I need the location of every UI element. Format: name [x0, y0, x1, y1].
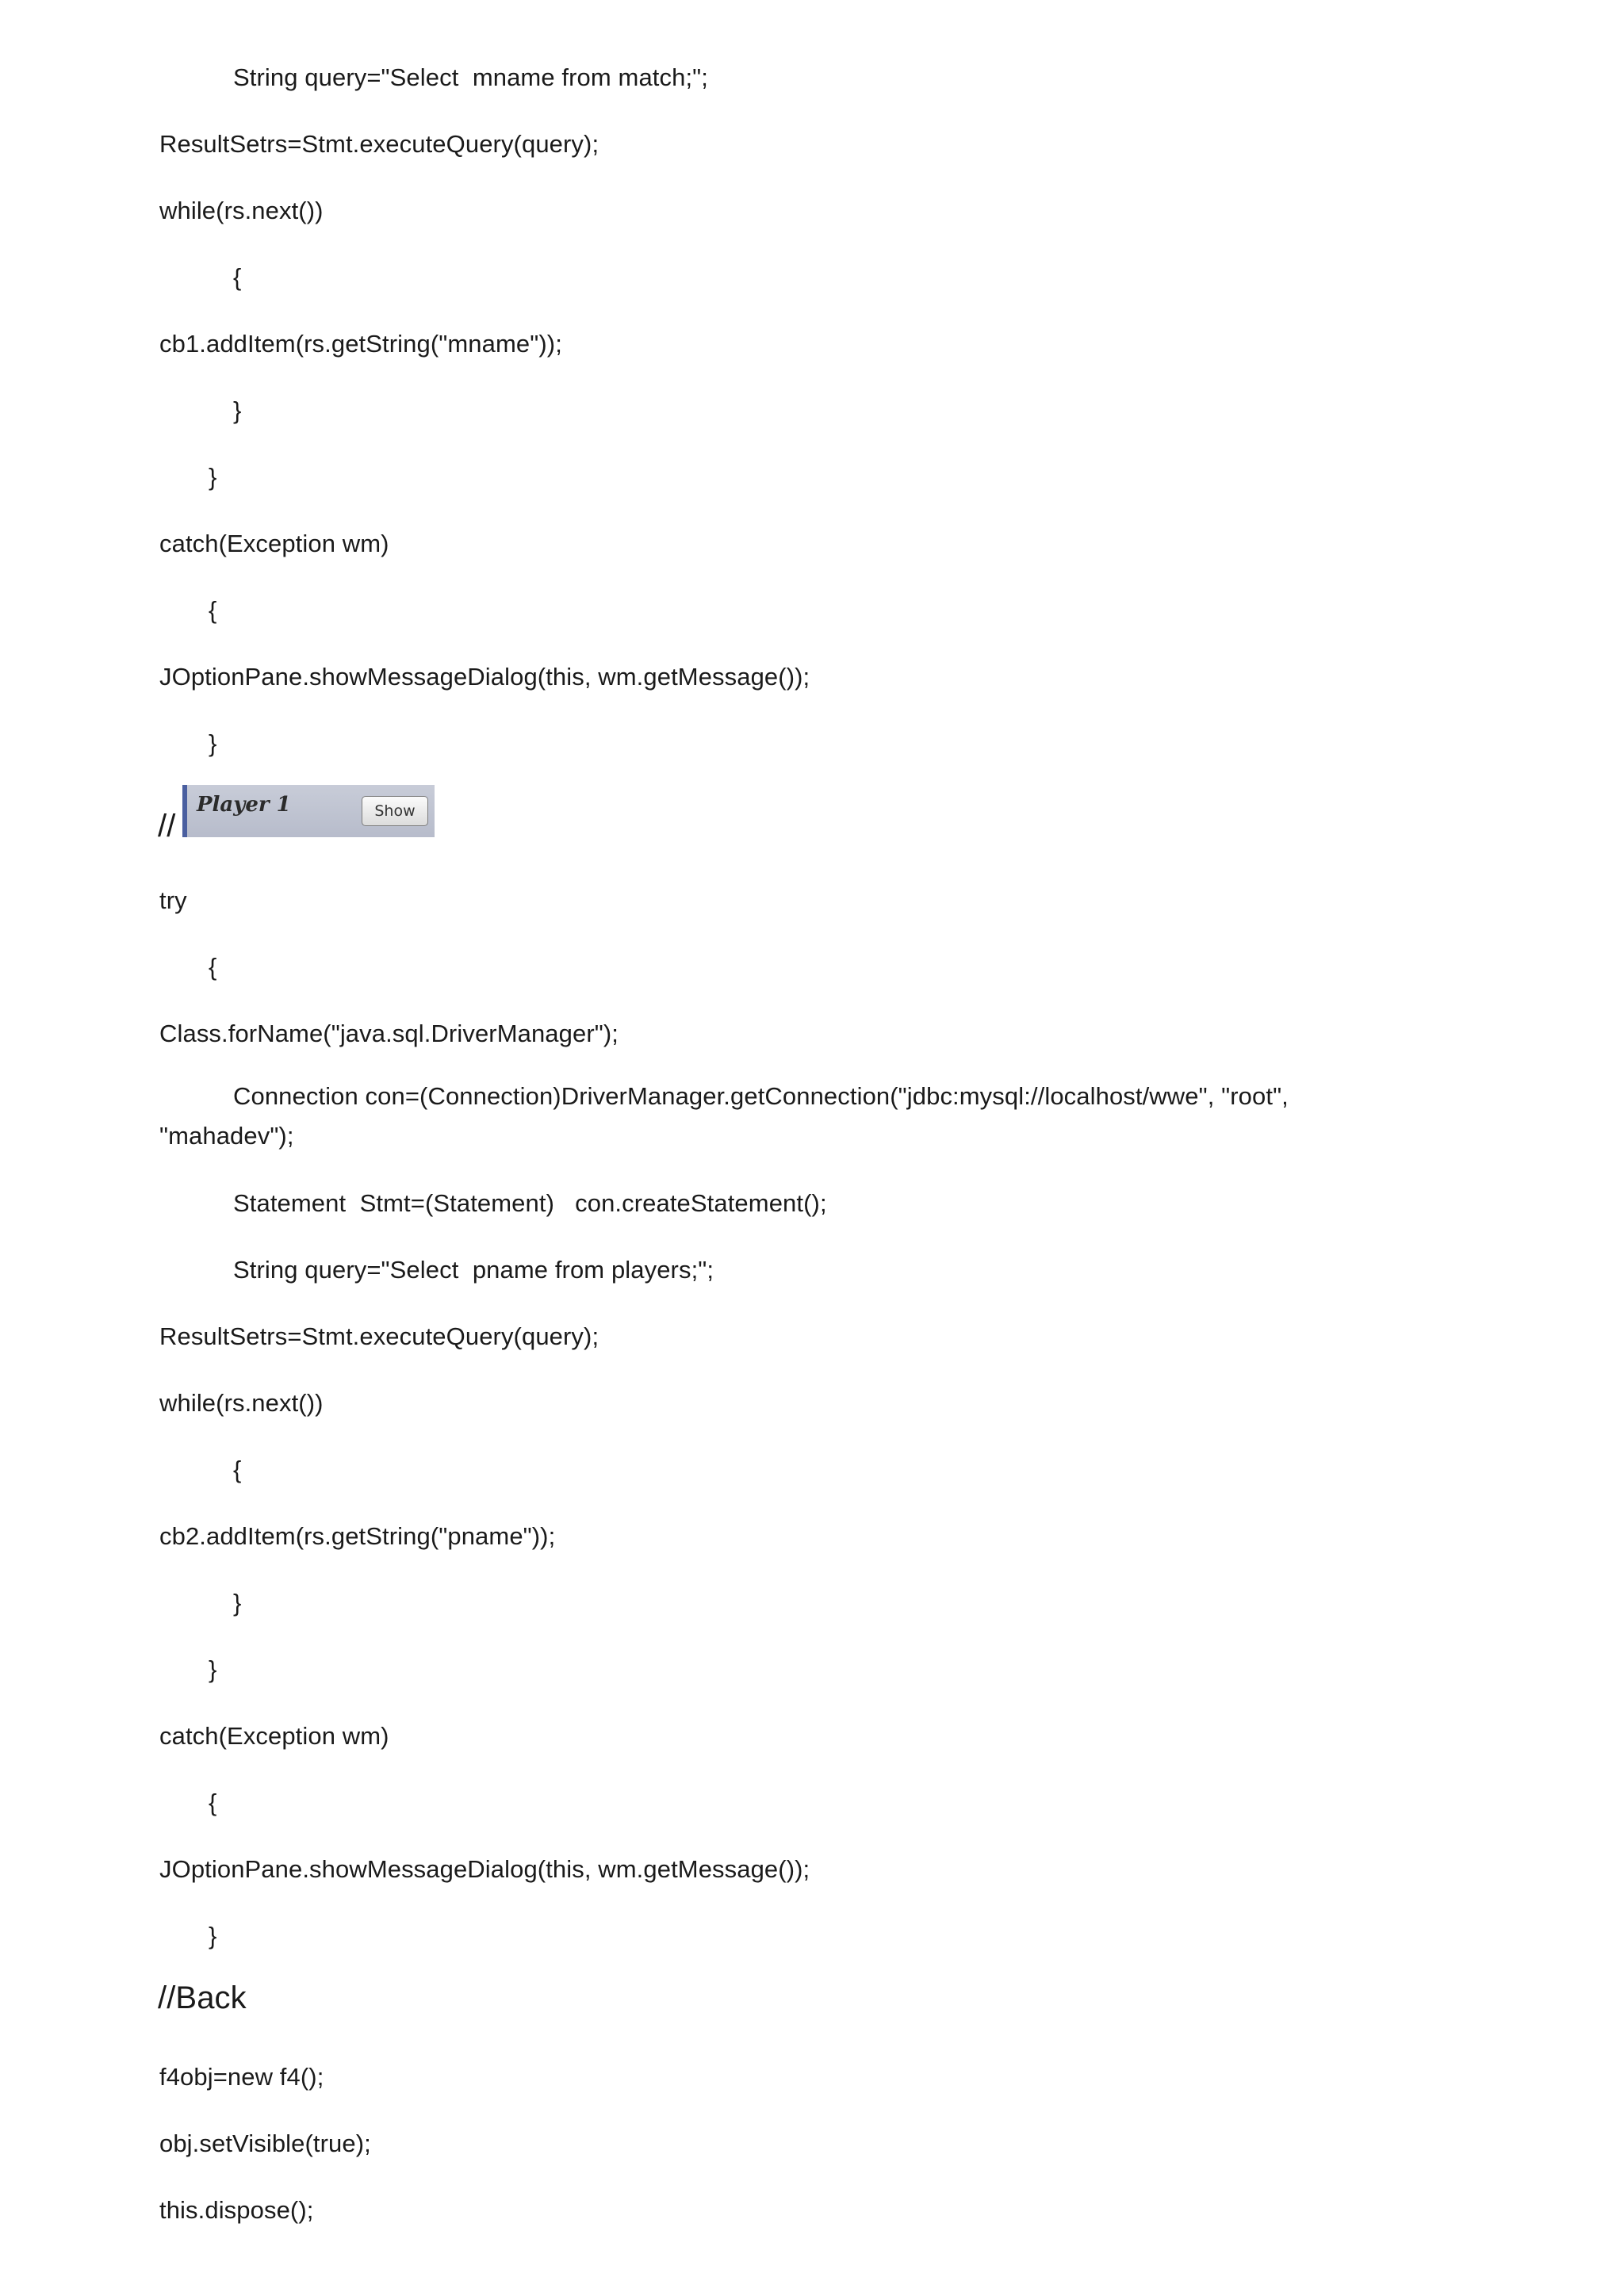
- code-line: }: [209, 1655, 217, 1683]
- code-line: this.dispose();: [159, 2196, 314, 2224]
- player-panel-title: Player 1: [197, 793, 291, 817]
- code-line: JOptionPane.showMessageDialog(this, wm.getMessage());: [159, 1855, 810, 1883]
- code-line: while(rs.next()): [159, 1389, 324, 1417]
- code-line: String query="Select pname from players;";: [233, 1256, 714, 1284]
- code-line: cb2.addItem(rs.getString("pname"));: [159, 1522, 556, 1550]
- code-line: f4obj=new f4();: [159, 2063, 324, 2091]
- code-line: }: [233, 396, 242, 424]
- player-panel-screenshot: [182, 785, 435, 837]
- code-line: cb1.addItem(rs.getString("mname"));: [159, 330, 562, 358]
- code-line: {: [233, 263, 242, 291]
- code-line: String query="Select mname from match;";: [233, 63, 708, 91]
- code-line: catch(Exception wm): [159, 1722, 389, 1750]
- code-line: Class.forName("java.sql.DriverManager");: [159, 1020, 619, 1047]
- back-comment-heading: //Back: [158, 1980, 247, 2015]
- show-button[interactable]: Show: [362, 796, 428, 826]
- code-line: try: [159, 886, 187, 914]
- code-line: {: [233, 1456, 242, 1483]
- code-line: {: [209, 1789, 217, 1816]
- code-line: JOptionPane.showMessageDialog(this, wm.getMessage());: [159, 663, 810, 691]
- code-line: {: [209, 953, 217, 981]
- code-line: ResultSetrs=Stmt.executeQuery(query);: [159, 130, 599, 158]
- code-line: obj.setVisible(true);: [159, 2130, 371, 2157]
- code-line: Connection con=(Connection)DriverManager.getConnection("jdbc:mysql://localhost/wwe", "root", "mahadev");: [159, 1082, 1289, 1150]
- code-line: {: [209, 596, 217, 624]
- code-line: ResultSetrs=Stmt.executeQuery(query);: [159, 1322, 599, 1350]
- code-line: }: [209, 729, 217, 757]
- comment-marker: //: [158, 809, 176, 844]
- code-line: }: [233, 1589, 242, 1617]
- code-line: }: [209, 1922, 217, 1950]
- code-line: while(rs.next()): [159, 197, 324, 224]
- code-line: Statement Stmt=(Statement) con.createStatement();: [233, 1189, 827, 1217]
- code-line: catch(Exception wm): [159, 530, 389, 557]
- code-line: }: [209, 463, 217, 491]
